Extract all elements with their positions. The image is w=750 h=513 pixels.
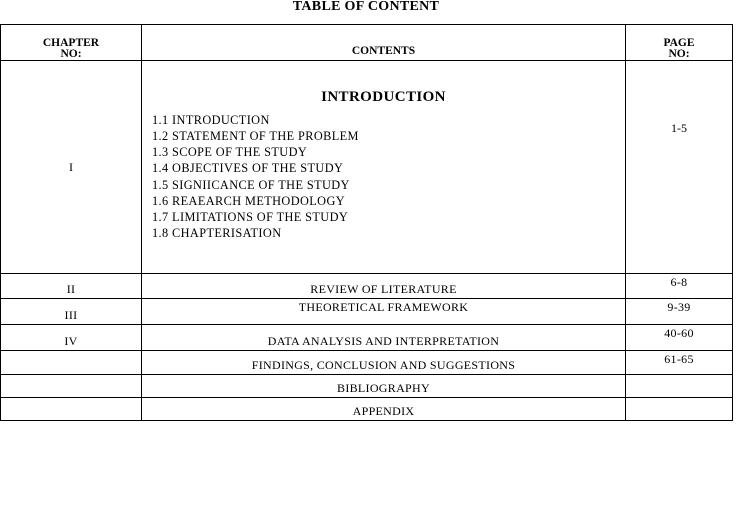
header-page-no [626,25,733,61]
table-row [1,325,733,351]
chapter-title: BIBLIOGRAPHY [142,375,626,398]
chapter-number: III [1,299,142,325]
list-item: 1.2 STATEMENT OF THE PROBLEM [152,128,359,143]
section-heading: INTRODUCTION [321,88,446,105]
page-range [626,375,733,398]
page-range: 61-65 [626,351,733,375]
header-chapter-line1: CHAPTER [42,37,100,49]
header-chapter-line2: NO: [60,48,82,60]
table-row [1,274,733,299]
table-row [1,351,733,375]
list-item: 1.3 SCOPE OF THE STUDY [152,145,308,160]
header-contents: CONTENTS [142,25,626,61]
page-range: 1-5 [626,61,733,274]
intro-contents-cell [142,61,626,274]
chapter-title: REVIEW OF LITERATURE [142,274,626,299]
list-item: 1.6 REAEARCH METHODOLOGY [152,193,346,208]
page-range: 6-8 [626,274,733,299]
table-row [1,375,733,398]
table-row [1,61,733,274]
page-range: 40-60 [626,325,733,351]
chapter-title: APPENDIX [142,398,626,421]
chapter-title: DATA ANALYSIS AND INTERPRETATION [142,325,626,351]
toc-table [0,24,733,421]
page-title: TABLE OF CONTENT [292,0,440,14]
page-range: 9-39 [626,299,733,325]
list-item: 1.5 SIGNIICANCE OF THE STUDY [152,177,350,192]
chapter-number [1,375,142,398]
list-item: 1.1 INTRODUCTION [152,112,270,127]
chapter-number [1,351,142,375]
header-chapter-no [1,25,142,61]
list-item: 1.7 LIMITATIONS OF THE STUDY [152,209,349,224]
list-item: 1.8 CHAPTERISATION [152,226,282,241]
chapter-title: THEORETICAL FRAMEWORK [142,299,626,325]
chapter-number: IV [1,325,142,351]
page-range [626,398,733,421]
chapter-number [1,398,142,421]
table-row [1,398,733,421]
chapter-title: FINDINGS, CONCLUSION AND SUGGESTIONS [142,351,626,375]
chapter-number: II [1,274,142,299]
header-page-line2: NO: [668,48,690,60]
header-page-line1: PAGE [663,37,695,49]
list-item: 1.4 OBJECTIVES OF THE STUDY [152,161,344,176]
subsection-list [142,112,625,242]
table-row [1,299,733,325]
chapter-number: I [1,61,142,274]
header-row [1,25,733,61]
